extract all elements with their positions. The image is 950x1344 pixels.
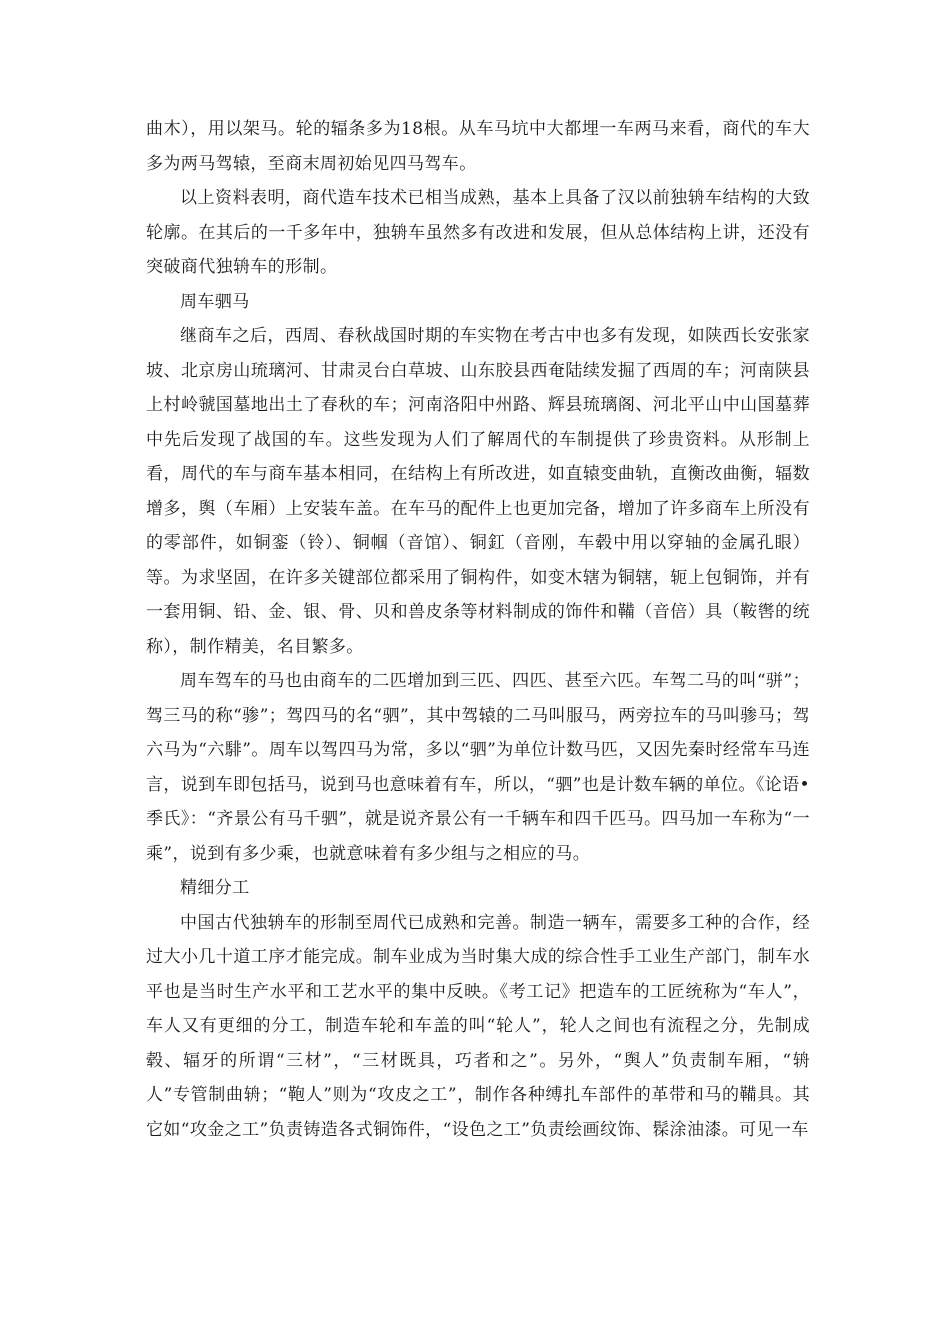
paragraph-zhou-horses: 周车驾车的马也由商车的二匹增加到三匹、四匹、甚至六匹。车驾二马的叫“骈”；驾三马的称“骖”；驾四马的名“驷”，其中驾辕的二马叫服马，两旁拉车的马叫骖马；驾六马为“六騑”。周车以驾四马为常，多以“驷”为单位计数马匹，又因先秦时经常车马连言，说到车即包括马，说到马也意味着有车，所以，“驷”也是计数车辆的单位。《论语•季氏》：“齐景公有马千驷”，就是说齐景公有一千辆车和四千匹马。四马加一车称为“一乘”，说到有多少乘，也就意味着有多少组与之相应的马。 (146, 671, 810, 864)
document-body (146, 112, 810, 1147)
section-heading-zhou-che-si-ma: 周车驷马 (180, 291, 250, 312)
paragraph-summary: 以上资料表明，商代造车技术已相当成熟，基本上具备了汉以前独辀车结构的大致轮廓。在其后的一千多年中，独辀车虽然多有改进和发展，但从总体结构上讲，还没有突破商代独辀车的形制。 (146, 188, 810, 277)
paragraph-division-of-labor: 中国古代独辀车的形制至周代已成熟和完善。制造一辆车，需要多工种的合作，经过大小几十道工序才能完成。制车业成为当时集大成的综合性手工业生产部门，制车水平也是当时生产水平和工艺水平的集中反映。《考工记》把造车的工匠统称为“车人”，车人又有更细的分工，制造车轮和车盖的叫“轮人”，轮人之间也有流程之分，先制成毂、辐牙的所谓“三材”，“三材既具，巧者和之”。另外，“舆人”负责制车厢，“辀人”专管制曲辀；“鞄人”则为“攻皮之工”，制作各种缚扎车部件的革带和马的鞴具。其它如“攻金之工”负责铸造各式铜饰件，“设色之工”负责绘画纹饰、髹涂油漆。可见一车 (146, 912, 810, 1140)
paragraph-continuation: 曲木），用以架马。轮的辐条多为18根。从车马坑中大都埋一车两马来看，商代的车大多为两马驾辕，至商末周初始见四马驾车。 (146, 119, 810, 174)
section-heading-jing-xi-fen-gong: 精细分工 (180, 878, 250, 898)
paragraph-zhou-discoveries: 继商车之后，西周、春秋战国时期的车实物在考古中也多有发现，如陕西长安张家坡、北京房山琉璃河、甘肃灵台白草坡、山东胶县西奄陆续发掘了西周的车；河南陕县上村岭虢国墓地出土了春秋的车；河南洛阳中州路、辉县琉璃阁、河北平山中山国墓葬中先后发现了战国的车。这些发现为人们了解周代的车制提供了珍贵资料。从形制上看，周代的车与商车基本相同，在结构上有所改进，如直辕变曲轨，直衡改曲衡，辐数增多，舆（车厢）上安装车盖。在车马的配件上也更加完备，增加了许多商车上所没有的零部件，如铜銮（铃）、铜帼（音馆）、铜釭（音刚，车毂中用以穿轴的金属孔眼）等。为求坚固，在许多关键部位都采用了铜构件，如变木辖为铜辖，轭上包铜饰，并有一套用铜、铅、金、银、骨、贝和兽皮条等材料制成的饰件和鞴（音倍）具（鞍辔的统称），制作精美，名目繁多。 (146, 326, 810, 657)
